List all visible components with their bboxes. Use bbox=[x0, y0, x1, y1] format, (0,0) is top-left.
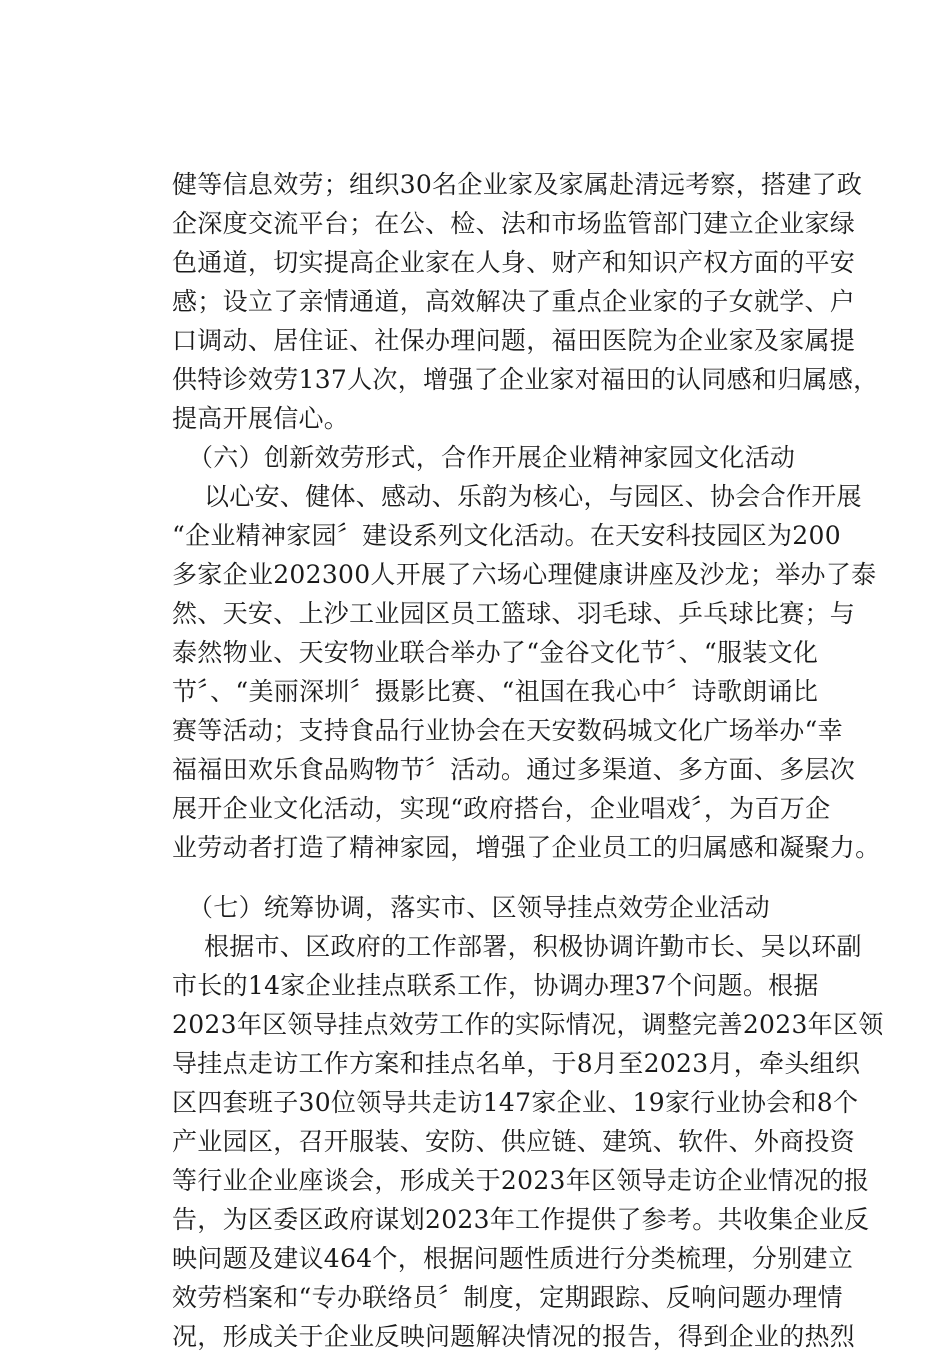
body-text-line: 区四套班子30位领导共走访147家企业、19家行业协会和8个 bbox=[172, 1088, 859, 1117]
body-text-line: 感；设立了亲情通道，高效解决了重点企业家的子女就学、户 bbox=[172, 287, 856, 316]
body-text-line: 供特诊效劳137人次，增强了企业家对福田的认同感和归属感， bbox=[172, 365, 879, 394]
body-text-line: 2023年区领导挂点效劳工作的实际情况，调整完善2023年区领 bbox=[172, 1010, 884, 1039]
body-text-line: 等行业企业座谈会，形成关于2023年区领导走访企业情况的报 bbox=[172, 1166, 870, 1195]
body-text-line: 然、天安、上沙工业园区员工篮球、羽毛球、乒乓球比赛；与 bbox=[172, 599, 856, 628]
body-text-line: 色通道，切实提高企业家在人身、财产和知识产权方面的平安 bbox=[172, 248, 856, 277]
body-text-line: 提高开展信心。 bbox=[172, 404, 350, 433]
body-text-line: 企深度交流平台；在公、检、法和市场监管部门建立企业家绿 bbox=[172, 209, 856, 238]
section-heading-6: （六）创新效劳形式，合作开展企业精神家园文化活动 bbox=[188, 443, 796, 472]
body-text-line: 况，形成关于企业反映问题解决情况的报告，得到企业的热烈 bbox=[172, 1322, 856, 1351]
body-text-line: 导挂点走访工作方案和挂点名单，于8月至2023月，牵头组织 bbox=[172, 1049, 861, 1078]
body-text-line: 告，为区委区政府谋划2023年工作提供了参考。共收集企业反 bbox=[172, 1205, 870, 1234]
body-text-line: 健等信息效劳；组织30名企业家及家属赴清远考察，搭建了政 bbox=[172, 170, 863, 199]
body-text-line: 赛等活动；支持食品行业协会在天安数码城文化广场举办“幸 bbox=[172, 716, 843, 745]
body-text-line: 多家企业202300人开展了六场心理健康讲座及沙龙；举办了泰 bbox=[172, 560, 877, 589]
paragraph-first-line: 以心安、健体、感动、乐韵为核心，与园区、协会合作开展 bbox=[204, 482, 862, 511]
body-text-line: 泰然物业、天安物业联合举办了“金谷文化节〞、“服装文化 bbox=[172, 638, 819, 667]
body-text-line: 映问题及建议464个，根据问题性质进行分类梳理，分别建立 bbox=[172, 1244, 854, 1273]
body-text-line: “企业精神家园〞建设系列文化活动。在天安科技园区为200 bbox=[172, 521, 841, 550]
paragraph-first-line: 根据市、区政府的工作部署，积极协调许勤市长、吴以环副 bbox=[204, 932, 862, 961]
body-text-line: 福福田欢乐食品购物节〞活动。通过多渠道、多方面、多层次 bbox=[172, 755, 856, 784]
body-text-line: 节〞、“美丽深圳〞摄影比赛、“祖国在我心中〞诗歌朗诵比 bbox=[172, 677, 819, 706]
body-text-line: 效劳档案和“专办联络员〞制度，定期跟踪、反响问题办理情 bbox=[172, 1283, 843, 1312]
body-text-line: 业劳动者打造了精神家园，增强了企业员工的归属感和凝聚力。 bbox=[172, 833, 881, 862]
body-text-line: 口调动、居住证、社保办理问题，福田医院为企业家及家属提 bbox=[172, 326, 856, 355]
body-text-line: 市长的14家企业挂点联系工作，协调办理37个问题。根据 bbox=[172, 971, 819, 1000]
body-text-line: 展开企业文化活动，实现“政府搭台，企业唱戏〞，为百万企 bbox=[172, 794, 831, 823]
section-heading-7: （七）统筹协调，落实市、区领导挂点效劳企业活动 bbox=[188, 893, 770, 922]
body-text-line: 产业园区，召开服装、安防、供应链、建筑、软件、外商投资 bbox=[172, 1127, 856, 1156]
